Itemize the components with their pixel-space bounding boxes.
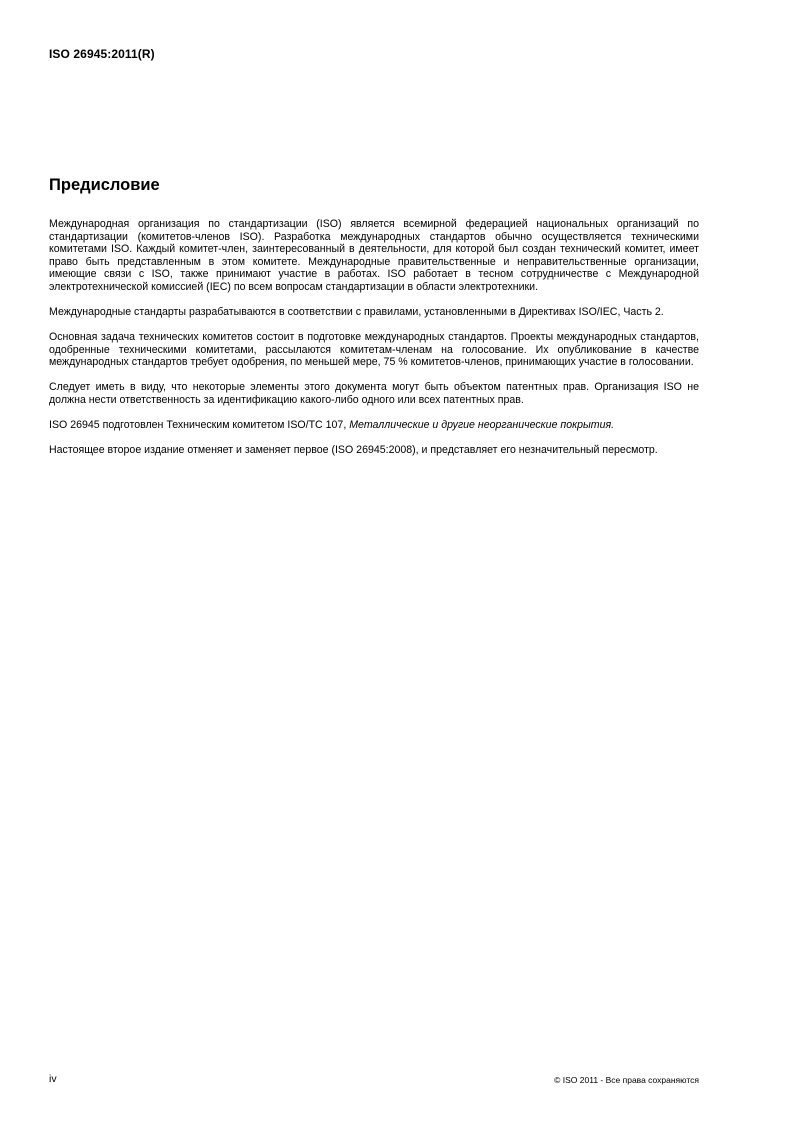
- paragraph-edition: Настоящее второе издание отменяет и заменяет первое (ISO 26945:2008), и представляет его незначительный пересмотр.: [49, 444, 658, 457]
- paragraph-committee-task: Основная задача технических комитетов состоит в подготовке международных стандартов. Проекты международных стандартов, одобренные техническими комитетами, рассылаются комитетам-членам на голосование. Их опубликование в качестве международных стандартов требует одобрения, по меньшей мере, 75 % комитетов-членов, принимающих участие в голосовании.: [49, 331, 699, 369]
- paragraph-prepared-by: [49, 419, 699, 432]
- section-title: Предисловие: [49, 176, 160, 194]
- copyright-notice: © ISO 2011 - Все права сохраняются: [554, 1075, 699, 1085]
- prepared-by-text: ISO 26945 подготовлен Техническим комитетом ISO/TC 107,: [49, 419, 350, 432]
- paragraph-iso-organization: Международная организация по стандартизации (ISO) является всемирной федерацией национальных организаций по стандартизации (комитетов-членов ISO). Разработка международных стандартов обычно осуществляется техническими комитетами ISO. Каждый комитет-член, заинтересованный в деятельности, для которой был создан технический комитет, имеет право быть представленным в этом комитете. Международные правительственные и неправительственные организации, имеющие связи с ISO, также принимают участие в работах. ISO работает в тесном сотрудничестве с Международной электротехнической комиссией (IEC) по всем вопросам стандартизации в области электротехники.: [49, 218, 699, 293]
- document-code-header: ISO 26945:2011(R): [49, 47, 155, 61]
- paragraph-patent-rights: Следует иметь в виду, что некоторые элементы этого документа могут быть объектом патентных прав. Организация ISO не должна нести ответственность за идентификацию какого-либо одного или всех патентных прав.: [49, 381, 699, 407]
- paragraph-directives: Международные стандарты разрабатываются в соответствии с правилами, установленными в Директивах ISO/IEC, Часть 2.: [49, 306, 664, 319]
- committee-title-italic: Металлические и другие неорганические покрытия.: [349, 419, 615, 432]
- foreword-body: [49, 218, 699, 469]
- page-number: iv: [49, 1073, 57, 1085]
